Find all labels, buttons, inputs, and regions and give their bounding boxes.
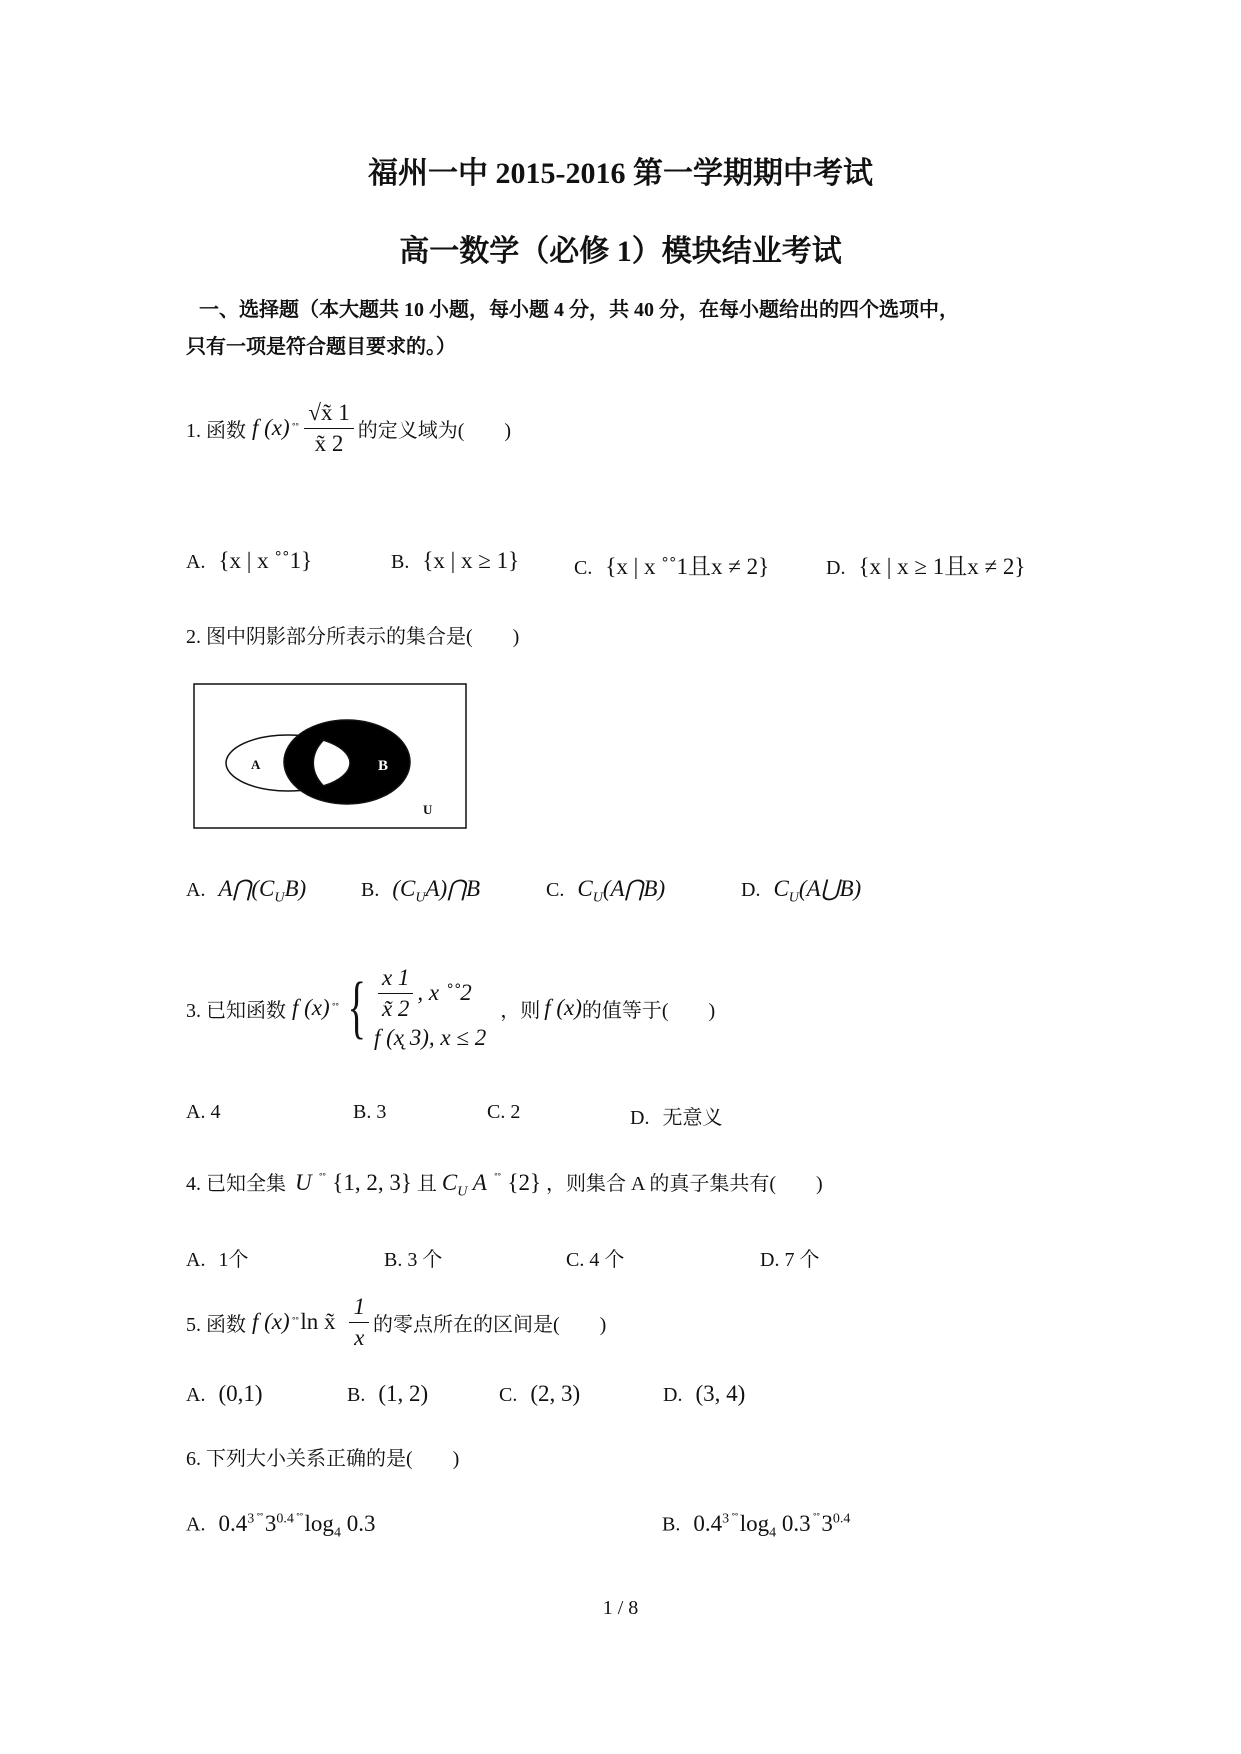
question-4-complement-a: A bbox=[472, 1170, 487, 1195]
question-5-ln: ln x̃ bbox=[300, 1309, 336, 1334]
section-heading-line1: 一、选择题（本大题共 10 小题，每小题 4 分，共 40 分，在每小题给出的四个选项中， bbox=[199, 299, 959, 321]
option-text: (C bbox=[392, 876, 416, 901]
expr-log: log bbox=[739, 1510, 770, 1536]
question-2-option-b[interactable] bbox=[361, 876, 480, 907]
case-1-fraction bbox=[378, 965, 413, 1021]
question-5-prefix: 5. 函数 bbox=[186, 1313, 246, 1336]
question-4-complement-sub: U bbox=[457, 1184, 468, 1200]
question-5-option-c[interactable] bbox=[499, 1381, 580, 1407]
piecewise-cases bbox=[374, 965, 486, 1051]
question-5-denominator: x bbox=[354, 1324, 365, 1350]
option-label: D. bbox=[630, 1107, 650, 1129]
question-5-func: f (x) bbox=[252, 1309, 290, 1334]
question-5-option-b[interactable] bbox=[347, 1381, 428, 1407]
question-3-option-c[interactable]: C. 2 bbox=[487, 1101, 521, 1123]
option-label: D. bbox=[826, 557, 846, 579]
question-2-option-d[interactable] bbox=[741, 876, 861, 907]
question-3-mid: ，则 bbox=[500, 999, 541, 1022]
option-label: B. bbox=[662, 1513, 681, 1536]
question-1-prefix: 1. 函数 bbox=[186, 419, 246, 442]
option-expression bbox=[218, 1510, 376, 1541]
option-subscript: U bbox=[274, 890, 285, 906]
case-1-numerator: x 1 bbox=[378, 965, 413, 993]
expr-log-arg: 0.3 bbox=[346, 1510, 376, 1536]
question-4-mid: 且 bbox=[416, 1173, 437, 1195]
question-4 bbox=[186, 1167, 823, 1201]
expr-base: 3 bbox=[821, 1510, 833, 1536]
piecewise-case-2: f (x̨ 3), x ≤ 2 bbox=[373, 1024, 487, 1050]
venn-label-a: A bbox=[251, 757, 261, 772]
option-text: {x | x ≥ 1且x ≠ 2} bbox=[858, 554, 1026, 579]
question-1-numerator: √x̃ 1 bbox=[304, 400, 353, 428]
option-label: B. bbox=[361, 879, 380, 901]
question-3-garbled: ˚˚ bbox=[331, 1000, 339, 1015]
expr-base: 0.4 bbox=[693, 1510, 723, 1536]
section-heading-line2: 只有一项是符合题目要求的。） bbox=[186, 336, 456, 358]
expr-garbled: ˚˚ bbox=[256, 1510, 263, 1525]
question-4-set-2: {2} bbox=[507, 1170, 542, 1195]
option-text: (1, 2) bbox=[378, 1381, 429, 1406]
option-subscript: U bbox=[788, 890, 799, 906]
question-5-option-a[interactable] bbox=[186, 1381, 263, 1407]
question-1-suffix: 的定义域为( ) bbox=[357, 419, 512, 442]
expr-log-arg: 0.3 bbox=[781, 1510, 811, 1536]
expr-garbled: ˚˚ bbox=[295, 1510, 303, 1525]
question-4-option-d[interactable]: D. 7 个 bbox=[760, 1249, 820, 1271]
option-expression bbox=[693, 1510, 851, 1541]
option-text-end: B) bbox=[284, 876, 307, 901]
question-5 bbox=[186, 1294, 606, 1350]
question-4-complement: C bbox=[441, 1170, 458, 1195]
page-number: 1 / 8 bbox=[602, 1597, 639, 1619]
option-label: C. bbox=[574, 557, 593, 579]
option-text: (3, 4) bbox=[695, 1381, 746, 1406]
question-3-option-a[interactable]: A. 4 bbox=[186, 1101, 221, 1123]
question-1-option-b[interactable] bbox=[391, 548, 519, 574]
question-4-prefix: 4. 已知全集 bbox=[186, 1173, 286, 1195]
question-5-option-d[interactable] bbox=[663, 1381, 745, 1407]
question-4-suffix: ，则集合 A 的真子集共有( ) bbox=[546, 1173, 823, 1195]
option-label: A. bbox=[186, 1384, 206, 1406]
question-1-option-d[interactable] bbox=[826, 548, 1025, 581]
question-4-option-a[interactable] bbox=[186, 1243, 248, 1272]
question-4-garbled: ˚˚ bbox=[318, 1170, 326, 1186]
option-label: C. bbox=[499, 1384, 518, 1406]
question-1 bbox=[186, 398, 511, 458]
venn-label-u: U bbox=[423, 802, 433, 817]
expr-log-base: 4 bbox=[769, 1525, 777, 1541]
option-label: D. bbox=[741, 879, 761, 901]
option-text: {x | x ˚˚1} bbox=[218, 548, 313, 573]
question-1-option-c[interactable] bbox=[574, 548, 769, 581]
option-text: {x | x ≥ 1} bbox=[422, 548, 520, 573]
option-text: {x | x ˚˚1且x ≠ 2} bbox=[605, 554, 770, 579]
expr-log: log bbox=[304, 1510, 334, 1536]
exam-title: 福州一中 2015-2016 第一学期期中考试 bbox=[368, 157, 873, 190]
expr-log-base: 4 bbox=[333, 1525, 341, 1541]
expr-base: 0.4 bbox=[218, 1510, 248, 1536]
option-text: C bbox=[577, 876, 593, 901]
question-5-numerator: 1 bbox=[349, 1294, 369, 1322]
exam-subtitle: 高一数学（必修 1）模块结业考试 bbox=[399, 235, 842, 268]
question-2: 2. 图中阴影部分所表示的集合是( ) bbox=[186, 626, 520, 648]
piecewise-brace: { bbox=[347, 969, 367, 1046]
option-subscript: U bbox=[415, 890, 426, 906]
question-1-fraction bbox=[304, 400, 353, 456]
case-1-denominator: x̃ 2 bbox=[381, 995, 410, 1021]
question-4-garbled-2: ˚˚ bbox=[493, 1170, 501, 1186]
option-text: 无意义 bbox=[662, 1107, 723, 1129]
question-5-fraction bbox=[349, 1294, 369, 1350]
question-3-suffix: 的值等于( ) bbox=[581, 999, 716, 1022]
venn-diagram bbox=[193, 683, 468, 830]
question-3-func: f (x) bbox=[292, 995, 330, 1020]
option-text: (0,1) bbox=[218, 1381, 263, 1406]
question-5-garbled: ˚˚ bbox=[291, 1314, 299, 1329]
option-subscript: U bbox=[592, 890, 603, 906]
question-3-prefix: 3. 已知函数 bbox=[186, 999, 286, 1022]
option-label: A. bbox=[186, 551, 206, 573]
question-1-func: f (x) bbox=[252, 415, 290, 440]
piecewise-case-1 bbox=[374, 965, 486, 1021]
expr-exponent: 3 bbox=[722, 1511, 730, 1526]
question-2-option-a[interactable] bbox=[186, 876, 306, 907]
question-1-option-a[interactable] bbox=[186, 548, 312, 574]
venn-label-b: B bbox=[378, 758, 389, 774]
option-label: A. bbox=[186, 879, 206, 901]
option-label: A. bbox=[186, 1513, 206, 1536]
question-6-option-b[interactable] bbox=[662, 1510, 850, 1541]
expr-exponent: 0.4 bbox=[276, 1511, 294, 1526]
question-2-option-c[interactable] bbox=[546, 876, 665, 907]
option-label: D. bbox=[663, 1384, 683, 1406]
question-1-denominator: x̃ 2 bbox=[314, 430, 344, 456]
expr-garbled: ˚˚ bbox=[731, 1510, 738, 1525]
expr-base: 3 bbox=[264, 1510, 277, 1536]
option-label: B. bbox=[347, 1384, 366, 1406]
expr-exponent: 3 bbox=[247, 1511, 255, 1526]
option-label: B. bbox=[391, 551, 410, 573]
option-label: C. bbox=[546, 879, 565, 901]
question-4-set: {1, 2, 3} bbox=[332, 1170, 412, 1195]
question-3-func-2: f (x) bbox=[544, 995, 582, 1020]
question-6-option-a[interactable] bbox=[186, 1510, 375, 1541]
question-3 bbox=[186, 958, 715, 1058]
option-text: (2, 3) bbox=[530, 1381, 581, 1406]
question-3-option-d[interactable] bbox=[630, 1101, 722, 1130]
question-6: 6. 下列大小关系正确的是( ) bbox=[186, 1448, 460, 1470]
option-text: 1个 bbox=[218, 1249, 249, 1271]
option-text-end: (A⋃B) bbox=[798, 876, 862, 901]
question-4-universe: U bbox=[295, 1170, 312, 1195]
question-4-option-b[interactable]: B. 3 个 bbox=[384, 1249, 443, 1271]
question-1-garbled: ˚˚ bbox=[291, 420, 299, 435]
expr-exponent: 0.4 bbox=[832, 1511, 851, 1526]
expr-garbled: ˚˚ bbox=[812, 1510, 820, 1525]
option-text: A⋂(C bbox=[218, 876, 275, 901]
option-text: C bbox=[773, 876, 789, 901]
case-1-condition: , x ˚˚2 bbox=[417, 980, 472, 1005]
question-3-option-b[interactable]: B. 3 bbox=[353, 1101, 387, 1123]
option-label: A. bbox=[186, 1249, 206, 1271]
question-5-suffix: 的零点所在的区间是( ) bbox=[372, 1313, 607, 1336]
option-text-end: (A⋂B) bbox=[602, 876, 666, 901]
option-text-end: A)⋂B bbox=[425, 876, 481, 901]
question-4-option-c[interactable]: C. 4 个 bbox=[566, 1249, 625, 1271]
